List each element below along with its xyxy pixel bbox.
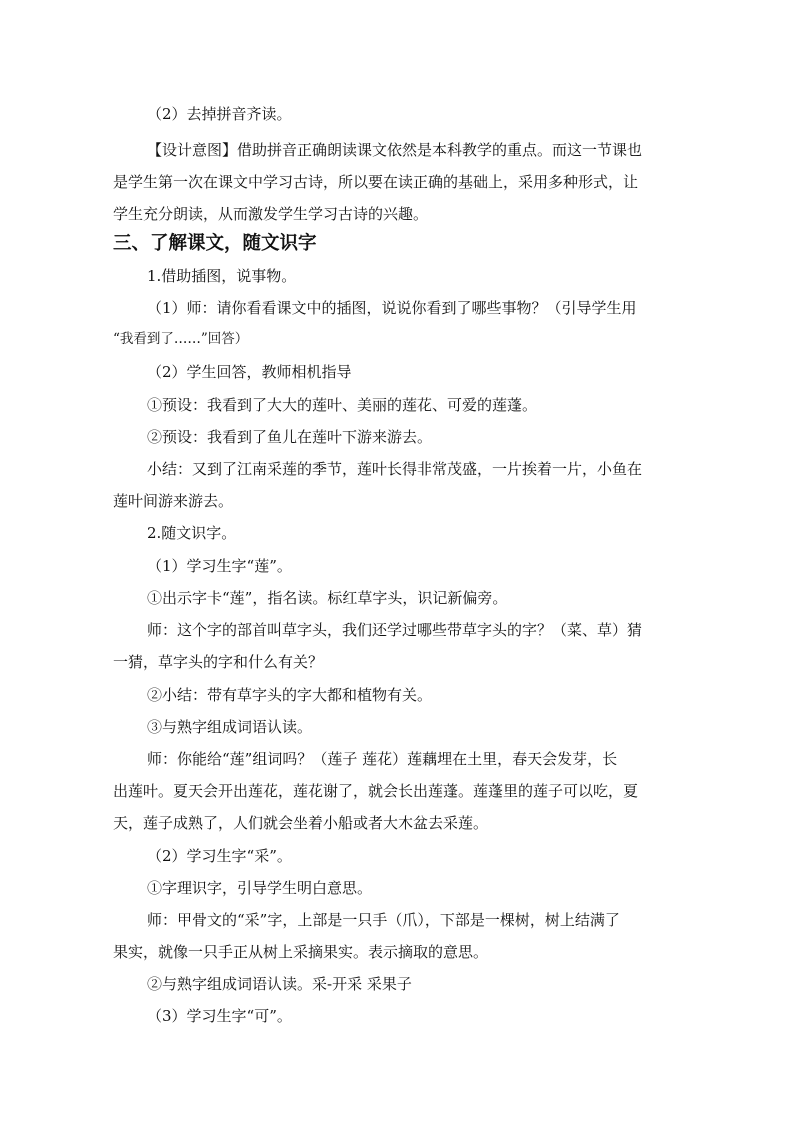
text-line: （1）学习生字“莲”。 xyxy=(147,557,292,575)
text-line: 出莲叶。夏天会开出莲花，莲花谢了，就会长出莲蓬。莲蓬里的莲子可以吃，夏 xyxy=(113,782,639,800)
text-line: 师：你能给“莲”组词吗？（莲子 莲花）莲藕埋在土里，春天会发芽，长 xyxy=(147,750,618,768)
text-line: 果实，就像一只手正从树上采摘果实。表示摘取的意思。 xyxy=(113,943,489,961)
text-line: 2.随文识字。 xyxy=(147,524,237,542)
section-heading: 三、了解课文，随文识字 xyxy=(113,233,317,254)
design-intent-line: 【设计意图】借助拼音正确朗读课文依然是本科教学的重点。而这一节课也 xyxy=(147,141,643,159)
text-line: 一猜，草字头的字和什么有关？ xyxy=(113,653,324,671)
text-line: （2）学生回答，教师相机指导 xyxy=(147,363,352,381)
text-line: 1.借助插图，说事物。 xyxy=(147,267,297,285)
text-line: ②小结：带有草字头的字大都和植物有关。 xyxy=(147,686,433,704)
text-line: ②预设：我看到了鱼儿在莲叶下游来游去。 xyxy=(147,428,433,446)
text-line: 师：甲骨文的“采”字，上部是一只手（爪），下部是一棵树，树上结满了 xyxy=(147,911,620,929)
text-line: “我看到了……”回答） xyxy=(113,331,249,347)
text-line: ③与熟字组成词语认读。 xyxy=(147,718,313,736)
text-line: 师：这个字的部首叫草字头，我们还学过哪些带草字头的字？（菜、草）猜 xyxy=(147,621,643,639)
text-line: （3）学习生字“可”。 xyxy=(147,1007,292,1025)
text-line: 莲叶间游来游去。 xyxy=(113,492,234,510)
summary-line: 小结：又到了江南采莲的季节，莲叶长得非常茂盛，一片挨着一片，小鱼在 xyxy=(147,460,643,478)
text-line: ①出示字卡“莲”，指名读。标红草字头，识记新偏旁。 xyxy=(147,589,508,607)
text-line: 学生充分朗读，从而激发学生学习古诗的兴趣。 xyxy=(113,205,429,223)
text-line: （1）师：请你看看课文中的插图，说说你看到了哪些事物？（引导学生用 xyxy=(147,299,637,317)
text-line: （2）去掉拼音齐读。 xyxy=(147,105,292,123)
text-line: 天，莲子成熟了，人们就会坐着小船或者大木盆去采莲。 xyxy=(113,814,489,832)
text-line: ①字理识字，引导学生明白意思。 xyxy=(147,879,373,897)
text-line: 是学生第一次在课文中学习古诗，所以要在读正确的基础上，采用多种形式，让 xyxy=(113,173,639,191)
text-line: （2）学习生字“采”。 xyxy=(147,847,292,865)
text-line: ①预设：我看到了大大的莲叶、美丽的莲花、可爱的莲蓬。 xyxy=(147,396,538,414)
text-line: ②与熟字组成词语认读。采-开采 采果子 xyxy=(147,975,412,993)
